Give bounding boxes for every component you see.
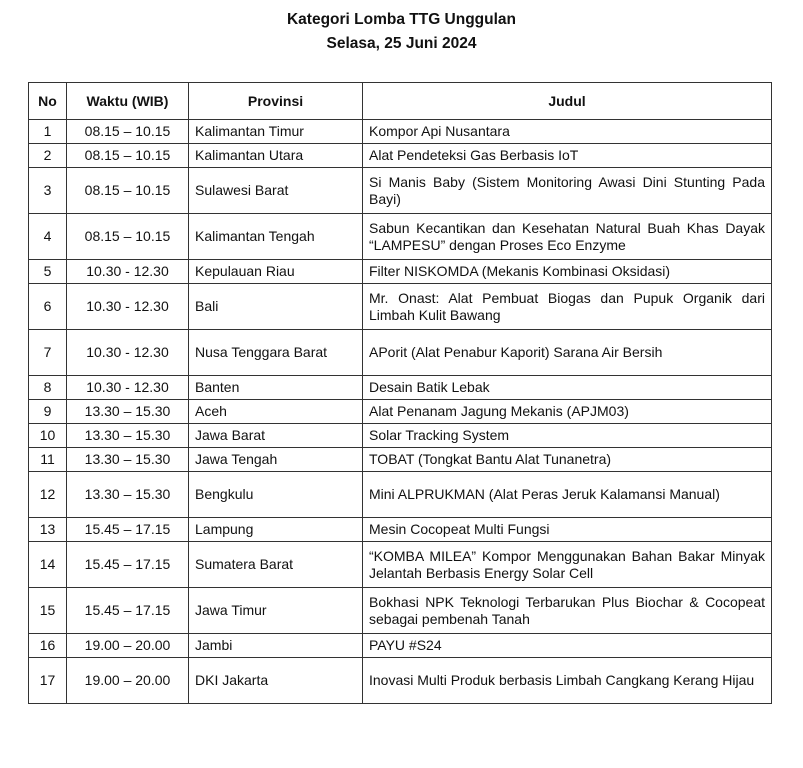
row-number: 14 (29, 542, 67, 588)
row-number: 16 (29, 634, 67, 658)
row-province: Sumatera Barat (189, 542, 363, 588)
row-number: 11 (29, 448, 67, 472)
row-title: Mini ALPRUKMAN (Alat Peras Jeruk Kalamansi Manual) (363, 472, 772, 518)
row-title: Mesin Cocopeat Multi Fungsi (363, 518, 772, 542)
row-number: 2 (29, 144, 67, 168)
row-province: Kepulauan Riau (189, 260, 363, 284)
column-header-no: No (29, 83, 67, 120)
row-province: Jawa Barat (189, 424, 363, 448)
row-province: Kalimantan Utara (189, 144, 363, 168)
row-title: APorit (Alat Penabur Kaporit) Sarana Air Bersih (363, 330, 772, 376)
row-title: Filter NISKOMDA (Mekanis Kombinasi Oksidasi) (363, 260, 772, 284)
row-number: 5 (29, 260, 67, 284)
row-time: 10.30 - 12.30 (67, 284, 189, 330)
column-header-time: Waktu (WIB) (67, 83, 189, 120)
row-number: 17 (29, 658, 67, 704)
table-row (29, 120, 772, 144)
row-time: 08.15 – 10.15 (67, 120, 189, 144)
row-number: 4 (29, 214, 67, 260)
table-row (29, 658, 772, 704)
row-province: Jawa Tengah (189, 448, 363, 472)
row-title: Desain Batik Lebak (363, 376, 772, 400)
row-province: Aceh (189, 400, 363, 424)
row-title: PAYU #S24 (363, 634, 772, 658)
table-row (29, 214, 772, 260)
row-province: DKI Jakarta (189, 658, 363, 704)
row-title: Kompor Api Nusantara (363, 120, 772, 144)
row-province: Jambi (189, 634, 363, 658)
row-title: Alat Penanam Jagung Mekanis (APJM03) (363, 400, 772, 424)
row-number: 7 (29, 330, 67, 376)
table-header-row (29, 83, 772, 120)
table-row (29, 376, 772, 400)
row-number: 13 (29, 518, 67, 542)
row-time: 13.30 – 15.30 (67, 448, 189, 472)
schedule-table (28, 82, 772, 704)
table-row (29, 518, 772, 542)
table-row (29, 168, 772, 214)
table-row (29, 260, 772, 284)
row-time: 10.30 - 12.30 (67, 376, 189, 400)
row-time: 19.00 – 20.00 (67, 658, 189, 704)
row-title: Si Manis Baby (Sistem Monitoring Awasi Dini Stunting Pada Bayi) (363, 168, 772, 214)
table-row (29, 542, 772, 588)
row-number: 8 (29, 376, 67, 400)
row-time: 15.45 – 17.15 (67, 542, 189, 588)
row-title: TOBAT (Tongkat Bantu Alat Tunanetra) (363, 448, 772, 472)
row-title: Mr. Onast: Alat Pembuat Biogas dan Pupuk Organik dari Limbah Kulit Bawang (363, 284, 772, 330)
row-number: 15 (29, 588, 67, 634)
row-province: Sulawesi Barat (189, 168, 363, 214)
table-row (29, 448, 772, 472)
document-title: Kategori Lomba TTG Unggulan (286, 11, 517, 28)
document-date: Selasa, 25 Juni 2024 (326, 35, 477, 52)
row-time: 10.30 - 12.30 (67, 260, 189, 284)
table-row (29, 472, 772, 518)
row-province: Lampung (189, 518, 363, 542)
row-province: Nusa Tenggara Barat (189, 330, 363, 376)
table-row (29, 330, 772, 376)
row-time: 15.45 – 17.15 (67, 518, 189, 542)
row-time: 15.45 – 17.15 (67, 588, 189, 634)
row-province: Bengkulu (189, 472, 363, 518)
row-title: “KOMBA MILEA” Kompor Menggunakan Bahan Bakar Minyak Jelantah Berbasis Energy Solar Cell (363, 542, 772, 588)
row-time: 08.15 – 10.15 (67, 144, 189, 168)
row-title: Solar Tracking System (363, 424, 772, 448)
table-row (29, 284, 772, 330)
row-province: Bali (189, 284, 363, 330)
table-row (29, 144, 772, 168)
document-header (0, 8, 803, 56)
table-row (29, 400, 772, 424)
row-time: 13.30 – 15.30 (67, 472, 189, 518)
row-title: Sabun Kecantikan dan Kesehatan Natural Buah Khas Dayak “LAMPESU” dengan Proses Eco Enzyme (363, 214, 772, 260)
row-number: 10 (29, 424, 67, 448)
table-row (29, 424, 772, 448)
row-province: Kalimantan Tengah (189, 214, 363, 260)
row-province: Jawa Timur (189, 588, 363, 634)
row-time: 08.15 – 10.15 (67, 214, 189, 260)
row-time: 19.00 – 20.00 (67, 634, 189, 658)
table-row (29, 634, 772, 658)
row-time: 08.15 – 10.15 (67, 168, 189, 214)
row-number: 9 (29, 400, 67, 424)
table-row (29, 588, 772, 634)
row-time: 13.30 – 15.30 (67, 424, 189, 448)
row-number: 12 (29, 472, 67, 518)
row-number: 3 (29, 168, 67, 214)
row-number: 6 (29, 284, 67, 330)
row-time: 10.30 - 12.30 (67, 330, 189, 376)
column-header-province: Provinsi (189, 83, 363, 120)
column-header-title: Judul (363, 83, 772, 120)
row-province: Kalimantan Timur (189, 120, 363, 144)
row-title: Inovasi Multi Produk berbasis Limbah Cangkang Kerang Hijau (363, 658, 772, 704)
row-title: Alat Pendeteksi Gas Berbasis IoT (363, 144, 772, 168)
row-title: Bokhasi NPK Teknologi Terbarukan Plus Biochar & Cocopeat sebagai pembenah Tanah (363, 588, 772, 634)
row-number: 1 (29, 120, 67, 144)
row-province: Banten (189, 376, 363, 400)
row-time: 13.30 – 15.30 (67, 400, 189, 424)
